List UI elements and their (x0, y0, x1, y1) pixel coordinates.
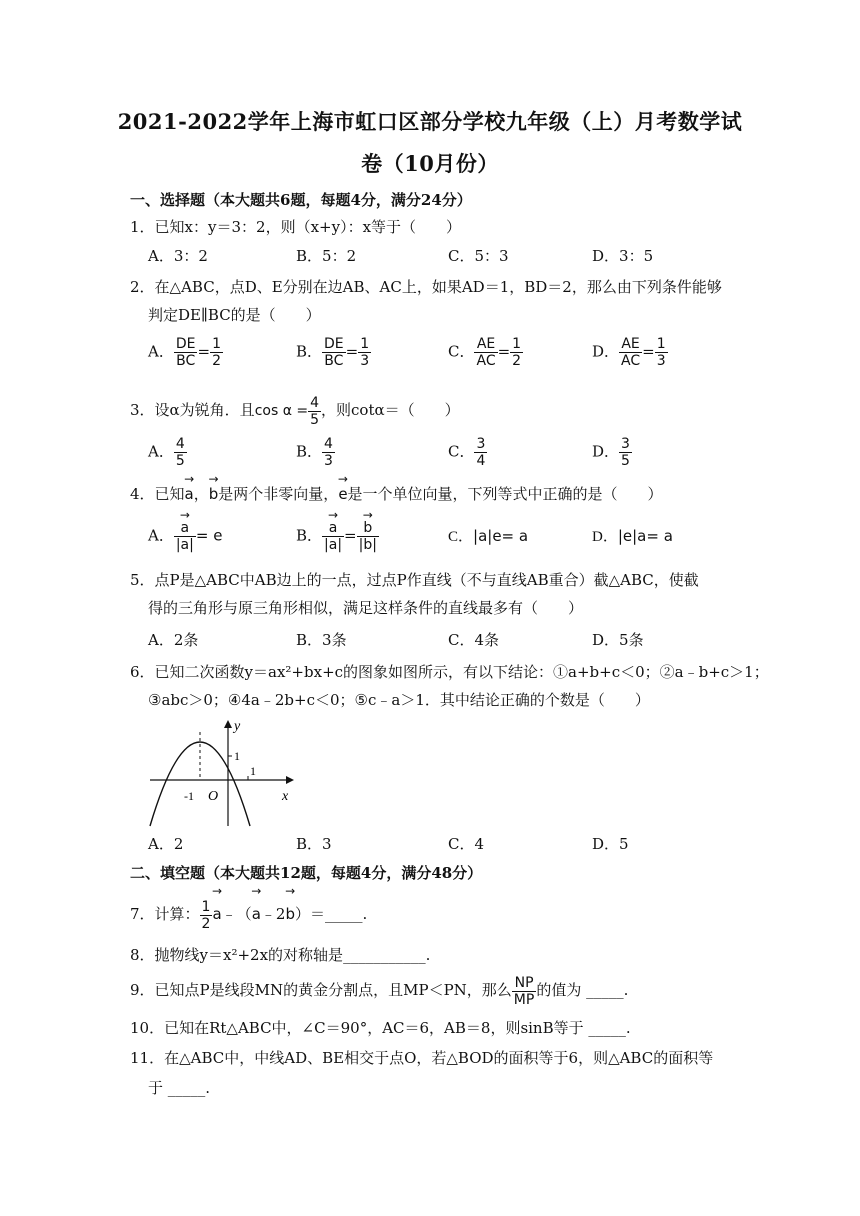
section-fill-heading: 二、填空题（本大题共12题，每题4分，满分48分） (130, 864, 483, 882)
parabola-graph (146, 718, 296, 828)
q2-option-b[interactable]: B． $\frac{DE}{BC}$ = $\frac{1}{3}$ (296, 336, 370, 369)
q1-option-d[interactable]: D．3：5 (592, 247, 654, 265)
q5-option-b[interactable]: B．3条 (296, 631, 347, 649)
q2-option-c[interactable]: C． $\frac{AE}{AC}$ = $\frac{1}{2}$ (448, 336, 522, 369)
question-3-text: 3．设α为锐角．且cos α = $\frac{4}{5}$ ，则cotα＝（ ） (130, 394, 460, 428)
q1-option-b[interactable]: B．5：2 (296, 247, 357, 265)
q6-option-b[interactable]: B．3 (296, 835, 332, 853)
q5-option-c[interactable]: C．4条 (448, 631, 500, 649)
question-1-text: 1．已知x：y＝3：2，则（x+y）：x等于（ ） (130, 218, 462, 236)
q1-option-c[interactable]: C．5：3 (448, 247, 509, 265)
q4-option-d[interactable]: D．|e|a= a (592, 527, 673, 545)
question-7-text: 7．计算： $\frac{1}{2}$ → a﹣（→ a﹣2→ b）＝_____. (130, 896, 367, 932)
q3-option-c[interactable]: C． $\frac{3}{4}$ (448, 436, 486, 469)
question-9-text: 9．已知点P是线段MN的黄金分割点，且MP＜PN，那么 $\frac{NP}{MP}$ 的值为 _____. (130, 974, 629, 1008)
graph-y-one-label: 1 (234, 749, 240, 763)
question-11-line1: 11．在△ABC中，中线AD、BE相交于点O，若△BOD的面积等于6，则△ABC的面积等 (130, 1049, 714, 1067)
q5-option-d[interactable]: D．5条 (592, 631, 644, 649)
question-5-line2: 得的三角形与原三角形相似，满足这样条件的直线最多有（ ） (148, 599, 584, 617)
question-2-line1: 2．在△ABC，点D、E分别在边AB、AC上，如果AD＝1，BD＝2，那么由下列条件能够 (130, 278, 722, 296)
q3-option-d[interactable]: D． $\frac{3}{5}$ (592, 436, 630, 469)
section-choice-heading: 一、选择题（本大题共6题，每题4分，满分24分） (130, 191, 472, 209)
question-6-line1: 6．已知二次函数y＝ax²+bx+c的图象如图所示，有以下结论：①a+b+c＜0；②a﹣b+c＞1； (130, 663, 769, 681)
graph-x-label: x (282, 789, 289, 804)
graph-x-one-label: 1 (250, 764, 256, 778)
q6-option-d[interactable]: D．5 (592, 835, 629, 853)
q2-option-d[interactable]: D． $\frac{AE}{AC}$ = $\frac{1}{3}$ (592, 336, 666, 369)
graph-y-arrow (224, 720, 232, 728)
graph-origin-label: O (208, 789, 219, 804)
question-2-line2: 判定DE∥BC的是（ ） (148, 306, 321, 324)
graph-neg-one-label: -1 (184, 789, 194, 803)
q4-option-a[interactable]: A． → $\frac{a}{|a|}$ = e (148, 520, 222, 553)
graph-x-arrow (286, 776, 294, 784)
q2-option-a[interactable]: A． $\frac{DE}{BC}$ = $\frac{1}{2}$ (148, 336, 221, 369)
question-4-text: 4．已知→ a，→ b是两个非零向量，→ e是一个单位向量，下列等式中正确的是（ ） (130, 484, 663, 504)
question-8-text: 8．抛物线y＝x²+2x的对称轴是___________. (130, 946, 431, 964)
question-11-line2: 于 _____. (148, 1079, 211, 1097)
q4-option-c[interactable]: C．|a|e= a (448, 527, 529, 545)
q6-option-c[interactable]: C．4 (448, 835, 485, 853)
q3-option-b[interactable]: B． $\frac{4}{3}$ (296, 436, 333, 469)
exam-title-line2: 卷（10月份） (361, 151, 499, 176)
q6-option-a[interactable]: A．2 (148, 835, 184, 853)
question-10-text: 10．已知在Rt△ABC中，∠C＝90°，AC＝6，AB＝8，则sinB等于 _____. (130, 1019, 631, 1037)
q5-option-a[interactable]: A．2条 (148, 631, 199, 649)
q4-option-b[interactable]: B． → $\frac{a}{|a|}$ = → $\frac{b}{|b|}$ (296, 520, 379, 553)
exam-title-line1: 2021-2022学年上海市虹口区部分学校九年级（上）月考数学试 (117, 109, 743, 134)
q3-option-a[interactable]: A． $\frac{4}{5}$ (148, 436, 185, 469)
question-5-line1: 5．点P是△ABC中AB边上的一点，过点P作直线（不与直线AB重合）截△ABC，使截 (130, 571, 699, 589)
question-6-line2: ③abc＞0；④4a﹣2b+c＜0；⑤c﹣a＞1．其中结论正确的个数是（ ） (148, 691, 650, 709)
q1-option-a[interactable]: A．3：2 (148, 247, 208, 265)
graph-y-label: y (234, 719, 241, 734)
